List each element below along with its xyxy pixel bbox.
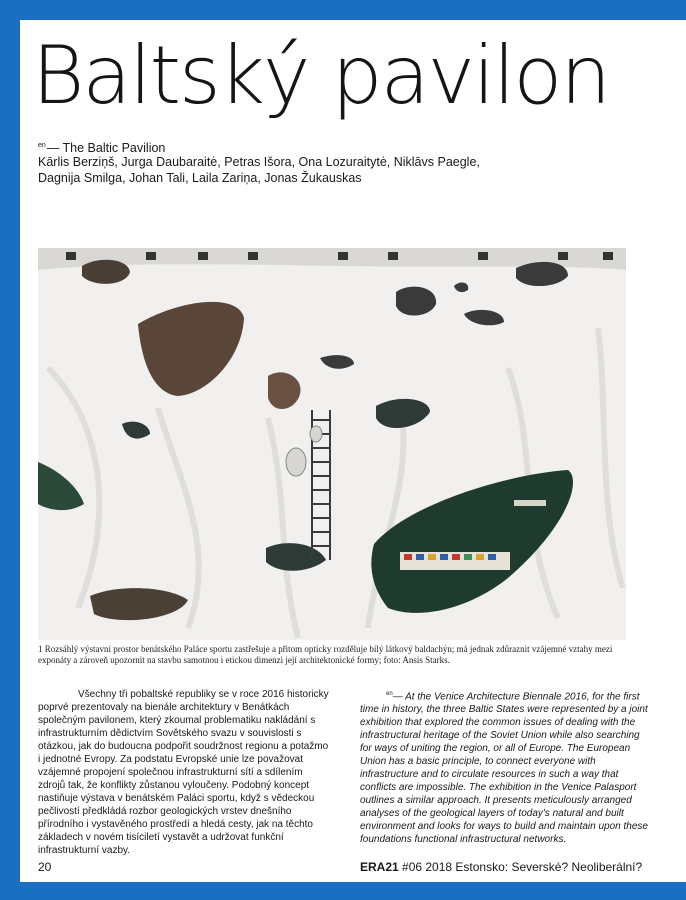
body-text-english: [360, 688, 650, 846]
magazine-page: [20, 20, 686, 882]
photo-image: [38, 248, 626, 640]
subtitle-text: — The Baltic Pavilion: [46, 141, 166, 156]
english-text: — At the Venice Architecture Biennale 2016, for the first time in history, the three Baltic States were represented by a joint exhibition that explored the common issues of dealing with the infrastructural heritage of the Soviet Union while also searching for ways of uniting the region, or all of Europe. The European Union has a basic principle, to connect everyone with infrastructure and to circulate resources in such a way that conflicts are impossible. The exhibition in the Venice Palasport outlines a similar approach. It presents meticulously arranged analyses of the geological layers of today's natural and built environment and looks for ways to build and maintain upon these foundations functional infrastructural networks.: [360, 691, 648, 846]
author-list: Kārlis Berziņš, Jurga Daubaraitė, Petras Išora, Ona Lozuraitytė, Niklāvs Paegle, Dagnija Smilga, Johan Tali, Laila Zariņa, Jonas Žukauskas: [38, 155, 480, 185]
body-text-czech: [38, 688, 330, 857]
english-paragraph: [360, 688, 650, 846]
photo-caption: 1 Rozsáhlý výstavní prostor benátského Paláce sportu zastřešuje a přitom opticky rozděluje bílý látkový baldachýn; má jednak zdůraznit vzájemné vztahy mezi exponáty a zároveň upozornit na stavbu samotnou i etickou dimenzi její architektonické formy; foto: Ansis Starks.: [38, 644, 613, 665]
page-title: Baltský pavilon: [32, 29, 610, 122]
issue-info: #06 2018 Estonsko: Severské? Neoliberální?: [402, 860, 643, 874]
pavilion-photo: [38, 248, 626, 640]
language-tag: en: [386, 691, 393, 697]
page-number: 20: [38, 860, 52, 874]
language-tag: en: [38, 142, 46, 149]
magazine-footer: [360, 860, 642, 874]
magazine-name: ERA21: [360, 860, 399, 874]
czech-paragraph: Všechny tři pobaltské republiky se v roce 2016 historicky poprvé prezentovaly na bienále architektury v Benátkách společným pavilonem, který zkoumal problematiku nakládání s infrastrukturním dědictvím Sovětského svazu v souvislosti s otázkou, jak do budoucna podpořit soudržnost regionu a potažmo i jednotné Evropy. Za podstatu Evropské unie lze považovat vzájemné propojení společnou infrastrukturní sítí a sdílením zdrojů tak, že konflikty zůstanou vyloučeny. Podobný koncept nastiňuje výstava v benátském Paláci sportu, když s vědeckou pečlivostí předkládá rozbor geologických vrstev dnešního přírodního i vystavěného prostředí a hledá cesty, jak na těchto základech v novém tisíciletí vystavět a udržovat funkční infrastrukturní vazby.: [38, 689, 329, 856]
